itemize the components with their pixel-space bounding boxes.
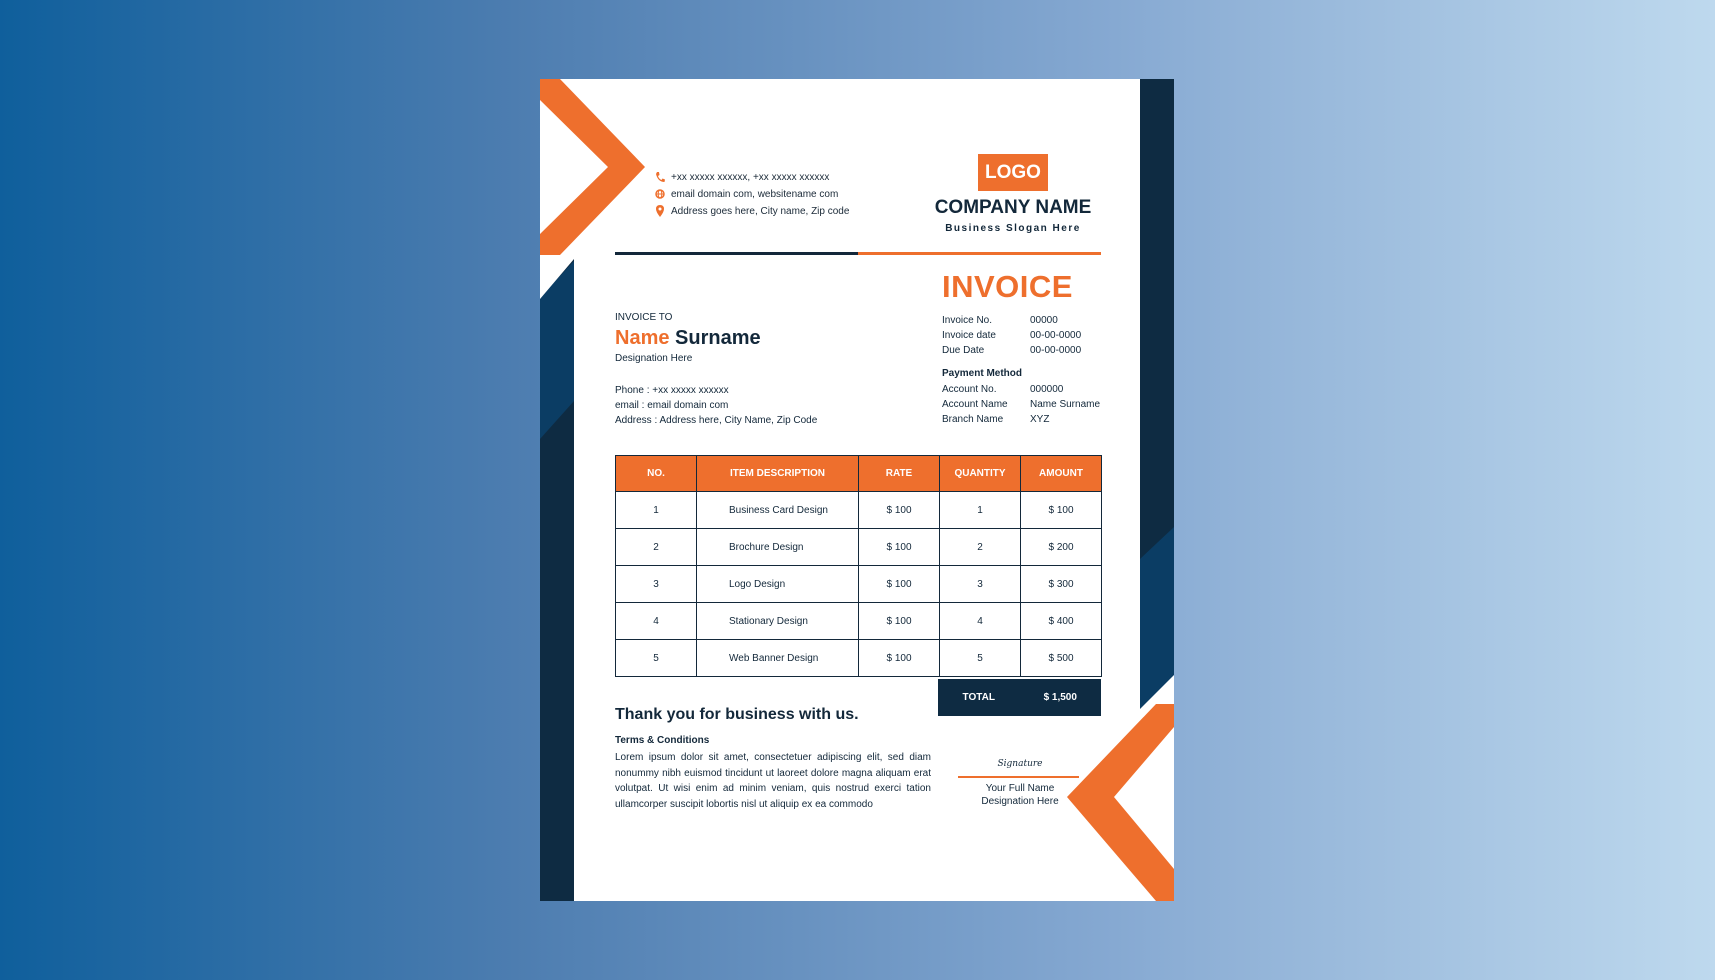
header-description: ITEM DESCRIPTION — [697, 456, 859, 492]
cell-description: Business Card Design — [697, 492, 859, 529]
cell-description: Brochure Design — [697, 529, 859, 566]
invoice-to-heading: INVOICE TO — [615, 312, 673, 323]
cell-quantity: 5 — [940, 640, 1021, 677]
contact-address — [655, 205, 849, 217]
cell-rate: $ 100 — [859, 603, 940, 640]
cell-quantity: 3 — [940, 566, 1021, 603]
invoice-meta-row — [942, 315, 1058, 326]
customer-name — [615, 327, 761, 350]
total-label: TOTAL — [962, 692, 995, 703]
customer-designation: Designation Here — [615, 353, 693, 364]
meta-label: Due Date — [942, 345, 985, 356]
customer-address: Address : Address here, City Name, Zip Code — [615, 415, 818, 426]
terms-text: Lorem ipsum dolor sit amet, consectetuer adipiscing elit, sed diam nonummy nibh euismod tincidunt ut laoreet dolore magna aliquam erat volutpat. Ut wisi enim ad minim veniam, quis nostrud exerci tation ullamcorper suscipit lobortis nisl ut aliquip ex ea commodo — [615, 752, 931, 810]
contact-phone — [655, 171, 829, 183]
header-rule-dark — [615, 252, 858, 255]
items-table — [615, 455, 1102, 677]
meta-label: Invoice date — [942, 330, 996, 341]
signature: Signature — [997, 759, 1043, 769]
table-row — [616, 640, 1102, 677]
contact-web — [655, 188, 838, 200]
meta-value: 00-00-0000 — [1030, 345, 1082, 356]
cell-description: Web Banner Design — [697, 640, 859, 677]
thank-you-note: Thank you for business with us. — [615, 706, 859, 723]
contact-phone-text: +xx xxxxx xxxxxx, +xx xxxxx xxxxxx — [671, 171, 830, 183]
cell-amount: $ 100 — [1021, 492, 1102, 529]
payment-label: Account Name — [942, 399, 1008, 410]
total-box — [938, 679, 1101, 716]
invoice-title: INVOICE — [942, 269, 1073, 304]
table-header-row — [616, 456, 1102, 492]
cell-description: Logo Design — [697, 566, 859, 603]
cell-no: 4 — [616, 603, 697, 640]
cell-amount: $ 300 — [1021, 566, 1102, 603]
cell-rate: $ 100 — [859, 529, 940, 566]
meta-value: 00-00-0000 — [1030, 330, 1082, 341]
cell-rate: $ 100 — [859, 566, 940, 603]
payment-row — [942, 414, 1049, 425]
customer-phone: Phone : +xx xxxxx xxxxxx — [615, 385, 729, 396]
signature-line — [958, 776, 1079, 778]
payment-label: Account No. — [942, 384, 997, 395]
customer-email: email : email domain com — [615, 400, 729, 411]
customer-first-name: Name — [615, 327, 670, 349]
contact-address-text: Address goes here, City name, Zip code — [671, 205, 850, 217]
total-value: $ 1,500 — [1043, 692, 1077, 703]
payment-row — [942, 384, 1063, 395]
table-row — [616, 492, 1102, 529]
signer-name: Your Full Name — [985, 783, 1055, 794]
company-slogan: Business Slogan Here — [945, 223, 1081, 234]
header-rate: RATE — [859, 456, 940, 492]
terms-heading: Terms & Conditions — [615, 735, 710, 746]
payment-method-heading: Payment Method — [942, 368, 1023, 379]
cell-description: Stationary Design — [697, 603, 859, 640]
company-name: COMPANY NAME — [934, 197, 1092, 218]
logo: LOGO — [978, 154, 1048, 191]
header-amount: AMOUNT — [1021, 456, 1102, 492]
cell-quantity: 2 — [940, 529, 1021, 566]
payment-value: 000000 — [1030, 384, 1064, 395]
cell-rate: $ 100 — [859, 492, 940, 529]
cell-no: 1 — [616, 492, 697, 529]
cell-amount: $ 200 — [1021, 529, 1102, 566]
cell-no: 5 — [616, 640, 697, 677]
contact-web-text: email domain com, websitename com — [671, 188, 839, 200]
header-quantity: QUANTITY — [940, 456, 1021, 492]
signer-designation: Designation Here — [981, 796, 1059, 807]
customer-last-name: Surname — [675, 327, 761, 349]
invoice-sheet — [540, 79, 1174, 901]
header-no: NO. — [616, 456, 697, 492]
cell-no: 2 — [616, 529, 697, 566]
payment-label: Branch Name — [942, 414, 1004, 425]
table-row — [616, 529, 1102, 566]
cell-no: 3 — [616, 566, 697, 603]
invoice-meta-row — [942, 330, 1081, 341]
meta-value: 00000 — [1030, 315, 1058, 326]
payment-value: Name Surname — [1030, 399, 1101, 410]
cell-amount: $ 400 — [1021, 603, 1102, 640]
header-rule-orange — [858, 252, 1101, 255]
table-row — [616, 603, 1102, 640]
payment-row — [942, 399, 1100, 410]
phone-icon — [655, 171, 665, 183]
cell-quantity: 4 — [940, 603, 1021, 640]
table-row — [616, 566, 1102, 603]
invoice-meta-row — [942, 345, 1081, 356]
meta-label: Invoice No. — [942, 315, 993, 326]
cell-quantity: 1 — [940, 492, 1021, 529]
cell-amount: $ 500 — [1021, 640, 1102, 677]
cell-rate: $ 100 — [859, 640, 940, 677]
payment-value: XYZ — [1030, 414, 1050, 425]
globe-icon — [655, 188, 665, 200]
location-pin-icon — [655, 205, 665, 217]
